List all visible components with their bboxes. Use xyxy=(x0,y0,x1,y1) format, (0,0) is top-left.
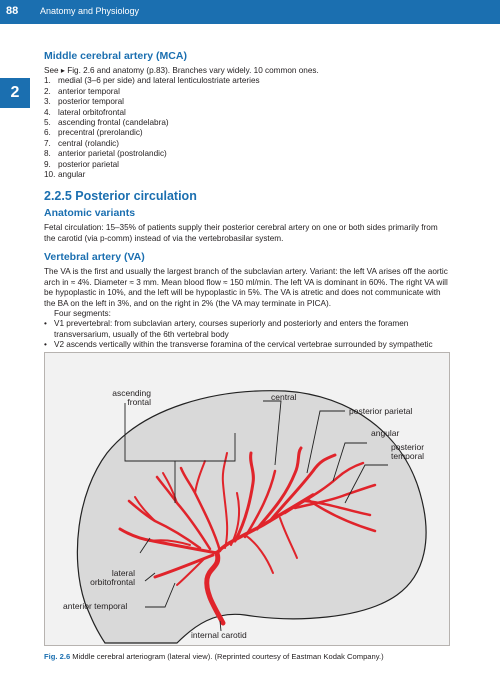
figure-arteriogram xyxy=(44,352,450,646)
label-anterior-temporal: anterior temporal xyxy=(63,601,128,611)
label-central: central xyxy=(271,392,297,402)
list-item: 2. anterior temporal xyxy=(44,86,120,96)
running-header xyxy=(0,0,500,24)
mca-heading: Middle cerebral artery (MCA) xyxy=(44,50,187,62)
mca-branch-list xyxy=(44,76,448,180)
list-item: 7. central (rolandic) xyxy=(44,138,119,148)
bullet: • xyxy=(44,319,47,329)
list-item: 9. posterior parietal xyxy=(44,159,119,169)
vertebral-artery-heading: Vertebral artery (VA) xyxy=(44,251,145,264)
anatomic-variants-heading: Anatomic variants xyxy=(44,207,136,220)
list-item: 1. medial (3–6 per side) and lateral lenticulostriate arteries xyxy=(44,76,260,86)
list-item: 10. angular xyxy=(44,170,86,180)
vertebral-artery-text: The VA is the first and usually the largest branch of the subclavian artery. Variant: the left VA arises off the aortic arch in ≈ 4%. Diameter ≈ 3 mm. Mean blood flow ≈ 150 ml/min. The left VA is dominant in 60%. The right VA will be hypoplastic in 10%, and the left will be hypoplastic in 5%. The VA is atretic and does not communicate with the BA on the left in 3%, and on the right in 2% (the VA may terminate in PICA). xyxy=(44,267,448,308)
list-item: 6. precentral (prerolandic) xyxy=(44,128,143,138)
list-item: • V1 prevertebral: from subclavian artery, courses superiorly and posteriorly and enters the foramen transversarium, usually of the 6th vertebral body xyxy=(44,319,409,339)
figure-caption-label: Fig. 2.6 xyxy=(44,652,71,661)
figure-caption-text: Middle cerebral arteriogram (lateral view). (Reprinted courtesy of Eastman Kodak Company.) xyxy=(72,652,384,661)
label-ascending-frontal: ascending frontal xyxy=(112,388,151,407)
label-posterior-temporal: posterior temporal xyxy=(391,442,425,461)
section-heading: 2.2.5 Posterior circulation xyxy=(44,189,197,204)
bullet: • xyxy=(44,340,47,350)
label-internal-carotid: internal carotid xyxy=(191,630,247,640)
chapter-tab xyxy=(0,78,30,108)
label-angular: angular xyxy=(371,428,400,438)
list-item: 4. lateral orbitofrontal xyxy=(44,107,126,117)
list-item: • V2 ascends vertically within the transverse foramina of the cervical vertebrae surrounded by sympathetic xyxy=(44,340,448,371)
figure-caption xyxy=(44,652,448,661)
label-posterior-parietal: posterior parietal xyxy=(349,406,413,416)
label-lateral-orbitofrontal: lateral orbitofrontal xyxy=(90,568,135,587)
page-number: 88 xyxy=(6,5,19,17)
chapter-number: 2 xyxy=(10,84,20,101)
segments-intro: Four segments: xyxy=(54,308,111,318)
anatomic-variants-text: Fetal circulation: 15–35% of patients supply their posterior cerebral artery on one or both sides primarily from the carotid (via p-comm) instead of via the vertebrobasilar system. xyxy=(44,223,438,243)
list-item: 5. ascending frontal (candelabra) xyxy=(44,118,169,128)
list-item: 8. anterior parietal (postrolandic) xyxy=(44,149,167,159)
main-content xyxy=(44,50,448,371)
list-item: 3. posterior temporal xyxy=(44,97,124,107)
running-title: Anatomy and Physiology xyxy=(40,6,140,16)
mca-intro: See ▸ Fig. 2.6 and anatomy (p.83). Branches vary widely. 10 common ones. xyxy=(44,66,319,75)
